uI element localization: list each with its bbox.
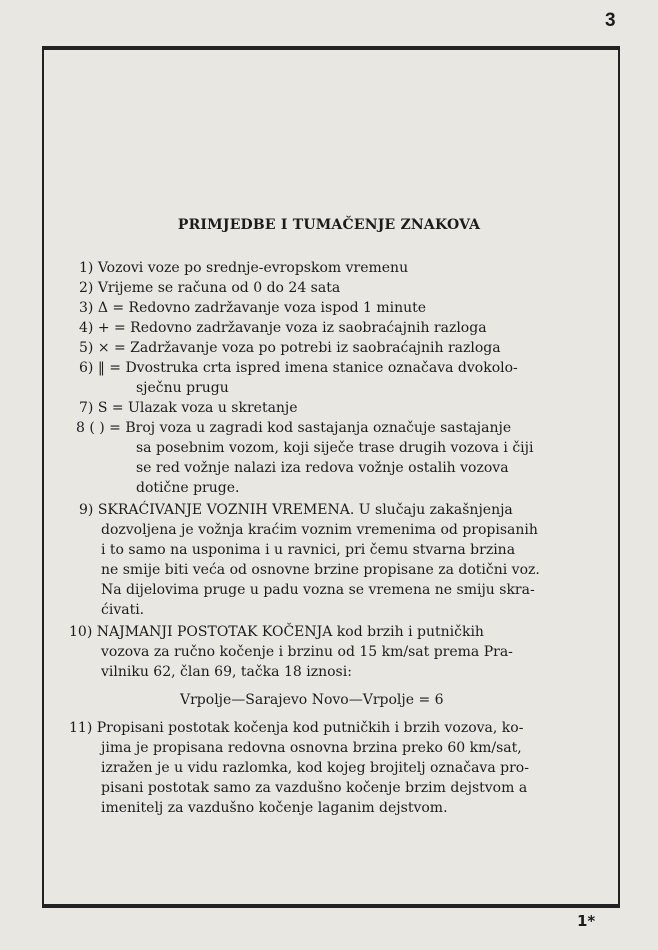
note-line: 1) Vozovi voze po srednje-evropskom vremenu bbox=[79, 260, 409, 276]
note-line: ćivati. bbox=[101, 602, 145, 618]
note-line: 2) Vrijeme se računa od 0 do 24 sata bbox=[79, 280, 341, 296]
note-line: 11) Propisani postotak kočenja kod putničkih i brzih vozova, ko- bbox=[69, 720, 524, 736]
section-title: PRIMJEDBE I TUMAČENJE ZNAKOVA bbox=[177, 217, 481, 233]
signature-mark: 1* bbox=[577, 912, 596, 930]
note-line: 10) NAJMANJI POSTOTAK KOČENJA kod brzih i putničkih bbox=[69, 624, 484, 640]
note-line: dotične pruge. bbox=[136, 480, 240, 496]
note-line: 4) + = Redovno zadržavanje voza iz saobraćajnih razloga bbox=[79, 320, 487, 336]
note-line: izražen je u vidu razlomka, kod kojeg brojitelj označava pro- bbox=[101, 760, 529, 776]
note-line: Na dijelovima pruge u padu vozna se vremena ne smiju skra- bbox=[101, 582, 535, 598]
note-line: se red vožnje nalazi iza redova vožnje ostalih vozova bbox=[136, 460, 509, 476]
page-number: 3 bbox=[605, 10, 616, 31]
note-line: sa posebnim vozom, koji siječe trase drugih vozova i čiji bbox=[136, 440, 534, 456]
note-line: imenitelj za vazdušno kočenje laganim dejstvom. bbox=[101, 800, 448, 816]
note-line: vozova za ručno kočenje i brzinu od 15 km/sat prema Pra- bbox=[101, 644, 513, 660]
note-line: dozvoljena je vožnja kraćim voznim vremenima od propisanih bbox=[101, 522, 538, 538]
note-line: sječnu prugu bbox=[136, 380, 229, 396]
note-line: 8 ( ) = Broj voza u zagradi kod sastajanja označuje sastajanje bbox=[76, 420, 512, 436]
note-line: vilniku 62, član 69, tačka 18 iznosi: bbox=[101, 664, 352, 680]
frame-top-rule bbox=[42, 46, 620, 50]
note-line: Vrpolje—Sarajevo Novo—Vrpolje = 6 bbox=[180, 692, 444, 708]
note-line: 3) Δ = Redovno zadržavanje voza ispod 1 minute bbox=[79, 300, 427, 316]
note-line: 6) ‖ = Dvostruka crta ispred imena stanice označava dvokolo- bbox=[79, 360, 518, 376]
note-line: 7) S = Ulazak voza u skretanje bbox=[79, 400, 298, 416]
note-line: jima je propisana redovna osnovna brzina preko 60 km/sat, bbox=[101, 740, 522, 756]
note-line: 5) × = Zadržavanje voza po potrebi iz saobraćajnih razloga bbox=[79, 340, 501, 356]
note-line: i to samo na usponima i u ravnici, pri čemu stvarna brzina bbox=[101, 542, 516, 558]
note-line: 9) SKRAĆIVANJE VOZNIH VREMENA. U slučaju zakašnjenja bbox=[79, 502, 513, 518]
note-line: ne smije biti veća od osnovne brzine propisane za dotični voz. bbox=[101, 562, 540, 578]
note-line: pisani postotak samo za vazdušno kočenje brzim dejstvom a bbox=[101, 780, 528, 796]
frame-bottom-rule bbox=[42, 904, 620, 908]
